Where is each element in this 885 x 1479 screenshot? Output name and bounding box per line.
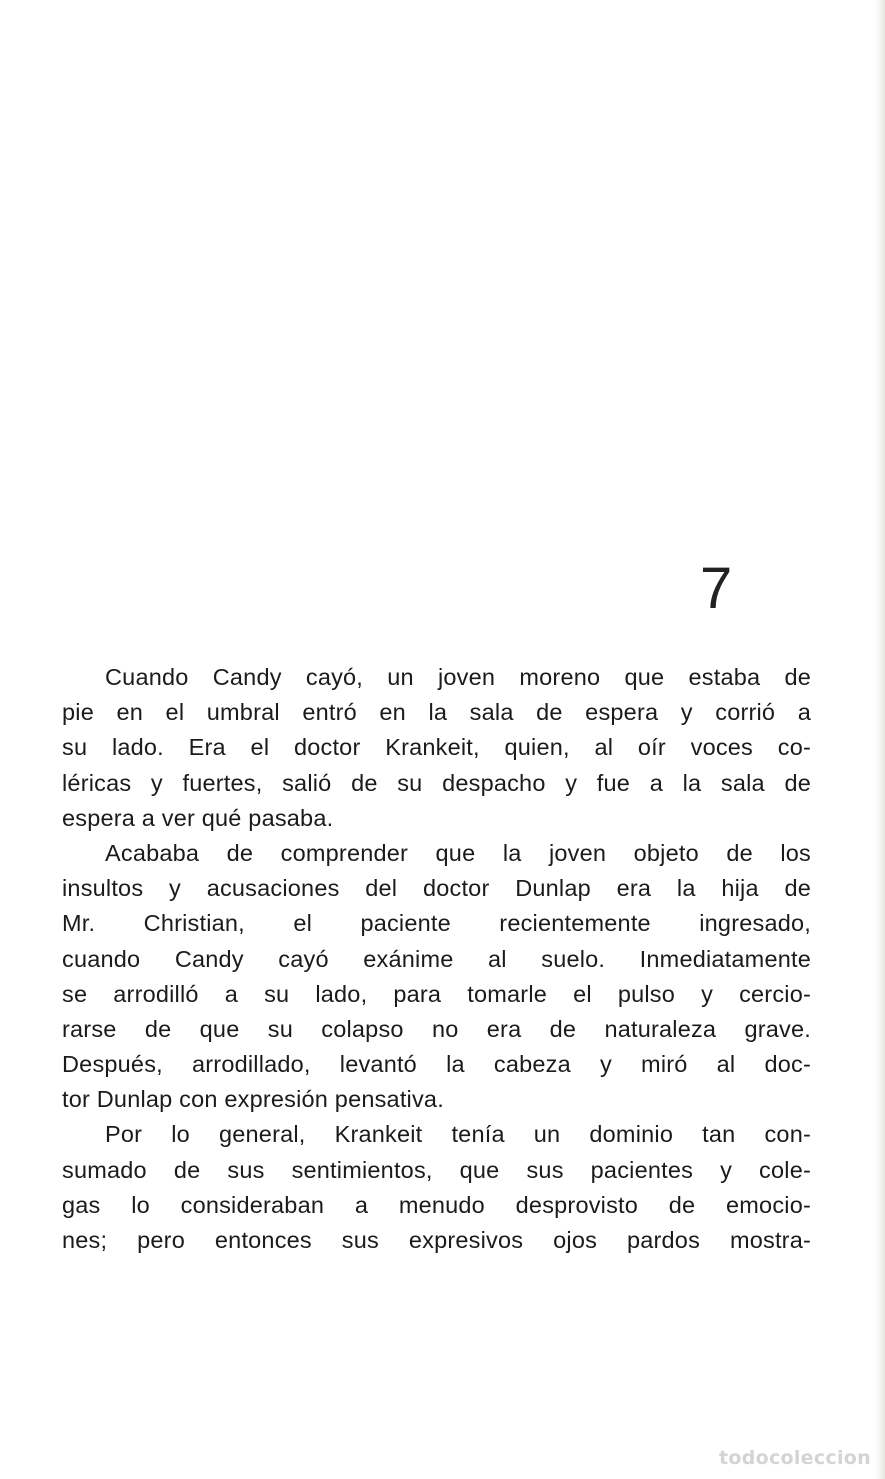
page-edge: [875, 0, 885, 1479]
body-text: [62, 660, 811, 1258]
paragraph-2-line-6: rarse de que su colapso no era de naturaleza grave.: [62, 1015, 811, 1042]
paragraph-2-line-1: Acababa de comprender que la joven objeto de los: [105, 839, 811, 866]
chapter-number: 7: [700, 556, 733, 621]
paragraph-2-line-5: se arrodilló a su lado, para tomarle el pulso y cercio-: [62, 980, 811, 1007]
paragraph-1-line-2: pie en el umbral entró en la sala de espera y corrió a: [62, 699, 811, 726]
paragraph-1-line-5: espera a ver qué pasaba.: [62, 804, 334, 831]
paragraph-3-line-3: gas lo consideraban a menudo desprovisto de emocio-: [62, 1191, 811, 1218]
paragraph-2-line-3: Mr. Christian, el paciente recientemente ingresado,: [62, 910, 811, 937]
paragraph-3-line-2: sumado de sus sentimientos, que sus pacientes y cole-: [62, 1156, 811, 1183]
paragraph-2-line-4: cuando Candy cayó exánime al suelo. Inmediatamente: [62, 945, 811, 972]
paragraph-1-line-4: léricas y fuertes, salió de su despacho y fue a la sala de: [62, 769, 811, 796]
paragraph-3-line-1: Por lo general, Krankeit tenía un dominio tan con-: [105, 1121, 811, 1148]
watermark: todocoleccion: [718, 1447, 871, 1469]
paragraph-1-line-1: Cuando Candy cayó, un joven moreno que estaba de: [105, 664, 811, 690]
paragraph-3-line-4: nes; pero entonces sus expresivos ojos pardos mostra-: [62, 1227, 811, 1253]
paragraph-1-line-3: su lado. Era el doctor Krankeit, quien, al oír voces co-: [62, 734, 811, 761]
paragraph-2-line-2: insultos y acusaciones del doctor Dunlap era la hija de: [62, 875, 811, 902]
paragraph-2-line-8: tor Dunlap con expresión pensativa.: [62, 1086, 444, 1113]
paragraph-2-line-7: Después, arrodillado, levantó la cabeza y miró al doc-: [62, 1051, 811, 1078]
